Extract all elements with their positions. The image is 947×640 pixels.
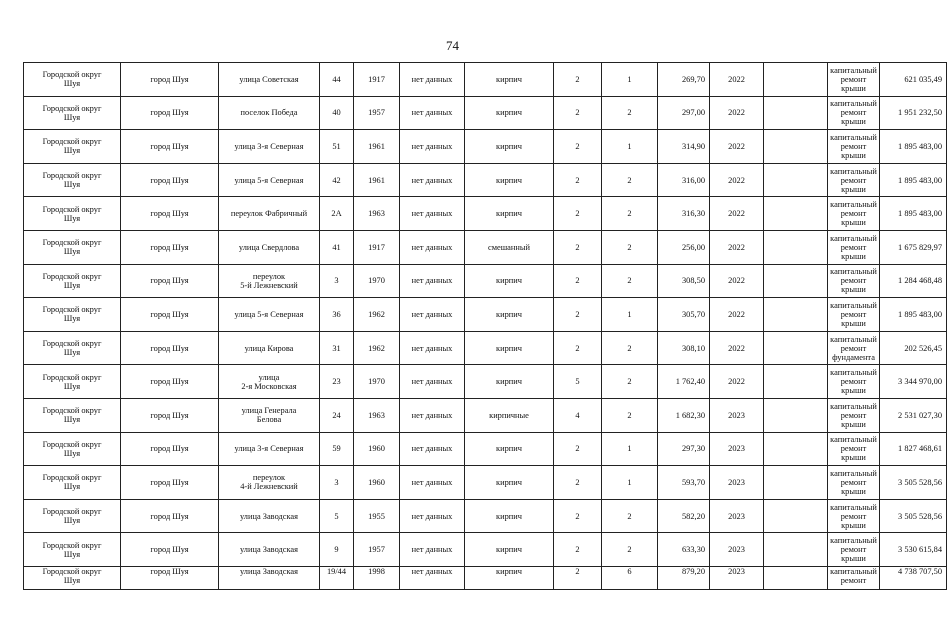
street-cell: переулок 5-й Лежневский — [219, 264, 320, 298]
district-cell: Городской округ Шуя — [24, 331, 121, 365]
street-cell: улица Заводская — [219, 566, 320, 589]
floors-cell: 2 — [554, 96, 602, 130]
wall-material-cell: кирпич — [465, 331, 554, 365]
floors-cell: 2 — [554, 264, 602, 298]
table-row — [24, 264, 947, 298]
entrances-cell: 2 — [602, 197, 658, 231]
district-cell: Городской округ Шуя — [24, 298, 121, 332]
wall-material-cell: кирпич — [465, 264, 554, 298]
city-cell: город Шуя — [121, 331, 219, 365]
wall-material-cell: кирпич — [465, 432, 554, 466]
plan-year-cell: 2022 — [710, 264, 764, 298]
floors-cell: 2 — [554, 499, 602, 533]
work-type-cell: капитальный ремонт — [828, 566, 880, 589]
floors-cell: 2 — [554, 432, 602, 466]
house-number-cell: 51 — [320, 130, 354, 164]
cost-cell: 3 344 970,00 — [880, 365, 947, 399]
plan-year-cell: 2022 — [710, 365, 764, 399]
city-cell: город Шуя — [121, 63, 219, 97]
plan-year-cell: 2022 — [710, 163, 764, 197]
work-type-cell: капитальный ремонт крыши — [828, 499, 880, 533]
work-type-cell: капитальный ремонт крыши — [828, 533, 880, 567]
entrances-cell: 1 — [602, 63, 658, 97]
data-status-cell: нет данных — [400, 432, 465, 466]
street-cell: улица 3-я Северная — [219, 130, 320, 164]
empty-cell — [764, 163, 828, 197]
empty-cell — [764, 365, 828, 399]
data-status-cell: нет данных — [400, 63, 465, 97]
district-cell: Городской округ Шуя — [24, 499, 121, 533]
empty-cell — [764, 264, 828, 298]
cost-cell: 1 827 468,61 — [880, 432, 947, 466]
table-row — [24, 63, 947, 97]
entrances-cell: 1 — [602, 432, 658, 466]
table-row — [24, 365, 947, 399]
area-cell: 582,20 — [658, 499, 710, 533]
data-status-cell: нет данных — [400, 298, 465, 332]
floors-cell: 2 — [554, 466, 602, 500]
wall-material-cell: кирпич — [465, 466, 554, 500]
wall-material-cell: кирпич — [465, 298, 554, 332]
wall-material-cell: кирпич — [465, 96, 554, 130]
street-cell: улица 2-я Московская — [219, 365, 320, 399]
area-cell: 633,30 — [658, 533, 710, 567]
area-cell: 316,00 — [658, 163, 710, 197]
table-row — [24, 533, 947, 567]
district-cell: Городской округ Шуя — [24, 432, 121, 466]
city-cell: город Шуя — [121, 566, 219, 589]
wall-material-cell: кирпич — [465, 499, 554, 533]
house-number-cell: 31 — [320, 331, 354, 365]
floors-cell: 4 — [554, 398, 602, 432]
cost-cell: 1 284 468,48 — [880, 264, 947, 298]
house-number-cell: 3 — [320, 466, 354, 500]
work-type-cell: капитальный ремонт крыши — [828, 130, 880, 164]
build-year-cell: 1961 — [354, 163, 400, 197]
city-cell: город Шуя — [121, 230, 219, 264]
city-cell: город Шуя — [121, 298, 219, 332]
house-number-cell: 23 — [320, 365, 354, 399]
empty-cell — [764, 398, 828, 432]
cost-cell: 1 895 483,00 — [880, 298, 947, 332]
housing-repair-table — [23, 62, 947, 590]
city-cell: город Шуя — [121, 499, 219, 533]
floors-cell: 2 — [554, 331, 602, 365]
table-row — [24, 398, 947, 432]
house-number-cell: 5 — [320, 499, 354, 533]
district-cell: Городской округ Шуя — [24, 566, 121, 589]
table-row — [24, 432, 947, 466]
wall-material-cell: смешанный — [465, 230, 554, 264]
entrances-cell: 2 — [602, 230, 658, 264]
street-cell: улица Кирова — [219, 331, 320, 365]
build-year-cell: 1998 — [354, 566, 400, 589]
cost-cell: 3 505 528,56 — [880, 466, 947, 500]
floors-cell: 2 — [554, 566, 602, 589]
plan-year-cell: 2023 — [710, 499, 764, 533]
data-status-cell: нет данных — [400, 163, 465, 197]
wall-material-cell: кирпич — [465, 365, 554, 399]
entrances-cell: 2 — [602, 398, 658, 432]
floors-cell: 2 — [554, 197, 602, 231]
city-cell: город Шуя — [121, 533, 219, 567]
work-type-cell: капитальный ремонт крыши — [828, 432, 880, 466]
plan-year-cell: 2023 — [710, 566, 764, 589]
plan-year-cell: 2022 — [710, 63, 764, 97]
work-type-cell: капитальный ремонт крыши — [828, 365, 880, 399]
area-cell: 1 762,40 — [658, 365, 710, 399]
empty-cell — [764, 130, 828, 164]
cost-cell: 1 675 829,97 — [880, 230, 947, 264]
wall-material-cell: кирпич — [465, 63, 554, 97]
build-year-cell: 1917 — [354, 63, 400, 97]
page-number: 74 — [446, 38, 459, 53]
empty-cell — [764, 566, 828, 589]
entrances-cell: 2 — [602, 533, 658, 567]
district-cell: Городской округ Шуя — [24, 130, 121, 164]
city-cell: город Шуя — [121, 130, 219, 164]
house-number-cell: 44 — [320, 63, 354, 97]
district-cell: Городской округ Шуя — [24, 96, 121, 130]
entrances-cell: 2 — [602, 264, 658, 298]
table-row — [24, 466, 947, 500]
build-year-cell: 1962 — [354, 331, 400, 365]
work-type-cell: капитальный ремонт крыши — [828, 96, 880, 130]
data-status-cell: нет данных — [400, 331, 465, 365]
cost-cell: 1 895 483,00 — [880, 130, 947, 164]
cost-cell: 4 738 707,50 — [880, 566, 947, 589]
city-cell: город Шуя — [121, 398, 219, 432]
district-cell: Городской округ Шуя — [24, 230, 121, 264]
empty-cell — [764, 298, 828, 332]
empty-cell — [764, 533, 828, 567]
data-status-cell: нет данных — [400, 230, 465, 264]
floors-cell: 5 — [554, 365, 602, 399]
area-cell: 308,10 — [658, 331, 710, 365]
house-number-cell: 36 — [320, 298, 354, 332]
data-status-cell: нет данных — [400, 499, 465, 533]
plan-year-cell: 2023 — [710, 466, 764, 500]
plan-year-cell: 2023 — [710, 398, 764, 432]
wall-material-cell: кирпич — [465, 533, 554, 567]
plan-year-cell: 2022 — [710, 96, 764, 130]
empty-cell — [764, 63, 828, 97]
table-row — [24, 197, 947, 231]
floors-cell: 2 — [554, 130, 602, 164]
wall-material-cell: кирпич — [465, 163, 554, 197]
work-type-cell: капитальный ремонт крыши — [828, 298, 880, 332]
entrances-cell: 2 — [602, 365, 658, 399]
table-row — [24, 331, 947, 365]
street-cell: улица Заводская — [219, 499, 320, 533]
empty-cell — [764, 466, 828, 500]
district-cell: Городской округ Шуя — [24, 163, 121, 197]
house-number-cell: 2А — [320, 197, 354, 231]
build-year-cell: 1957 — [354, 533, 400, 567]
build-year-cell: 1970 — [354, 365, 400, 399]
plan-year-cell: 2022 — [710, 298, 764, 332]
empty-cell — [764, 197, 828, 231]
table-row — [24, 499, 947, 533]
house-number-cell: 19/44 — [320, 566, 354, 589]
data-status-cell: нет данных — [400, 466, 465, 500]
district-cell: Городской округ Шуя — [24, 398, 121, 432]
work-type-cell: капитальный ремонт крыши — [828, 197, 880, 231]
area-cell: 269,70 — [658, 63, 710, 97]
city-cell: город Шуя — [121, 163, 219, 197]
floors-cell: 2 — [554, 298, 602, 332]
city-cell: город Шуя — [121, 432, 219, 466]
cost-cell: 621 035,49 — [880, 63, 947, 97]
floors-cell: 2 — [554, 163, 602, 197]
city-cell: город Шуя — [121, 96, 219, 130]
data-status-cell: нет данных — [400, 96, 465, 130]
area-cell: 593,70 — [658, 466, 710, 500]
work-type-cell: капитальный ремонт крыши — [828, 398, 880, 432]
cost-cell: 3 530 615,84 — [880, 533, 947, 567]
street-cell: улица 3-я Северная — [219, 432, 320, 466]
entrances-cell: 1 — [602, 130, 658, 164]
empty-cell — [764, 230, 828, 264]
entrances-cell: 1 — [602, 466, 658, 500]
entrances-cell: 2 — [602, 499, 658, 533]
work-type-cell: капитальный ремонт фундамента — [828, 331, 880, 365]
build-year-cell: 1957 — [354, 96, 400, 130]
district-cell: Городской округ Шуя — [24, 466, 121, 500]
district-cell: Городской округ Шуя — [24, 264, 121, 298]
empty-cell — [764, 432, 828, 466]
table-row — [24, 130, 947, 164]
data-status-cell: нет данных — [400, 533, 465, 567]
house-number-cell: 24 — [320, 398, 354, 432]
cost-cell: 1 951 232,50 — [880, 96, 947, 130]
data-status-cell: нет данных — [400, 365, 465, 399]
street-cell: улица Советская — [219, 63, 320, 97]
table-row — [24, 96, 947, 130]
plan-year-cell: 2022 — [710, 130, 764, 164]
build-year-cell: 1955 — [354, 499, 400, 533]
build-year-cell: 1960 — [354, 432, 400, 466]
data-status-cell: нет данных — [400, 130, 465, 164]
table-row — [24, 230, 947, 264]
empty-cell — [764, 499, 828, 533]
build-year-cell: 1963 — [354, 197, 400, 231]
district-cell: Городской округ Шуя — [24, 63, 121, 97]
street-cell: переулок 4-й Лежневский — [219, 466, 320, 500]
empty-cell — [764, 96, 828, 130]
house-number-cell: 3 — [320, 264, 354, 298]
build-year-cell: 1961 — [354, 130, 400, 164]
house-number-cell: 9 — [320, 533, 354, 567]
empty-cell — [764, 331, 828, 365]
data-status-cell: нет данных — [400, 566, 465, 589]
wall-material-cell: кирпич — [465, 197, 554, 231]
build-year-cell: 1962 — [354, 298, 400, 332]
work-type-cell: капитальный ремонт крыши — [828, 230, 880, 264]
street-cell: улица Генерала Белова — [219, 398, 320, 432]
city-cell: город Шуя — [121, 466, 219, 500]
street-cell: улица 5-я Северная — [219, 298, 320, 332]
area-cell: 879,20 — [658, 566, 710, 589]
district-cell: Городской округ Шуя — [24, 533, 121, 567]
house-number-cell: 40 — [320, 96, 354, 130]
work-type-cell: капитальный ремонт крыши — [828, 264, 880, 298]
area-cell: 297,30 — [658, 432, 710, 466]
area-cell: 316,30 — [658, 197, 710, 231]
cost-cell: 202 526,45 — [880, 331, 947, 365]
build-year-cell: 1960 — [354, 466, 400, 500]
street-cell: улица 5-я Северная — [219, 163, 320, 197]
area-cell: 256,00 — [658, 230, 710, 264]
entrances-cell: 2 — [602, 331, 658, 365]
cost-cell: 2 531 027,30 — [880, 398, 947, 432]
house-number-cell: 41 — [320, 230, 354, 264]
street-cell: переулок Фабричный — [219, 197, 320, 231]
area-cell: 1 682,30 — [658, 398, 710, 432]
entrances-cell: 2 — [602, 96, 658, 130]
build-year-cell: 1963 — [354, 398, 400, 432]
city-cell: город Шуя — [121, 264, 219, 298]
work-type-cell: капитальный ремонт крыши — [828, 63, 880, 97]
entrances-cell: 6 — [602, 566, 658, 589]
plan-year-cell: 2023 — [710, 432, 764, 466]
floors-cell: 2 — [554, 533, 602, 567]
area-cell: 297,00 — [658, 96, 710, 130]
data-status-cell: нет данных — [400, 264, 465, 298]
wall-material-cell: кирпич — [465, 130, 554, 164]
table-row — [24, 163, 947, 197]
area-cell: 314,90 — [658, 130, 710, 164]
area-cell: 305,70 — [658, 298, 710, 332]
work-type-cell: капитальный ремонт крыши — [828, 466, 880, 500]
district-cell: Городской округ Шуя — [24, 197, 121, 231]
build-year-cell: 1970 — [354, 264, 400, 298]
build-year-cell: 1917 — [354, 230, 400, 264]
street-cell: улица Свердлова — [219, 230, 320, 264]
floors-cell: 2 — [554, 230, 602, 264]
entrances-cell: 1 — [602, 298, 658, 332]
district-cell: Городской округ Шуя — [24, 365, 121, 399]
house-number-cell: 42 — [320, 163, 354, 197]
wall-material-cell: кирпичные — [465, 398, 554, 432]
plan-year-cell: 2023 — [710, 533, 764, 567]
data-status-cell: нет данных — [400, 197, 465, 231]
data-status-cell: нет данных — [400, 398, 465, 432]
wall-material-cell: кирпич — [465, 566, 554, 589]
street-cell: улица Заводская — [219, 533, 320, 567]
plan-year-cell: 2022 — [710, 230, 764, 264]
work-type-cell: капитальный ремонт крыши — [828, 163, 880, 197]
table-row — [24, 298, 947, 332]
cost-cell: 1 895 483,00 — [880, 163, 947, 197]
table-row — [24, 566, 947, 589]
floors-cell: 2 — [554, 63, 602, 97]
area-cell: 308,50 — [658, 264, 710, 298]
entrances-cell: 2 — [602, 163, 658, 197]
city-cell: город Шуя — [121, 365, 219, 399]
street-cell: поселок Победа — [219, 96, 320, 130]
house-number-cell: 59 — [320, 432, 354, 466]
cost-cell: 3 505 528,56 — [880, 499, 947, 533]
cost-cell: 1 895 483,00 — [880, 197, 947, 231]
plan-year-cell: 2022 — [710, 197, 764, 231]
plan-year-cell: 2022 — [710, 331, 764, 365]
city-cell: город Шуя — [121, 197, 219, 231]
